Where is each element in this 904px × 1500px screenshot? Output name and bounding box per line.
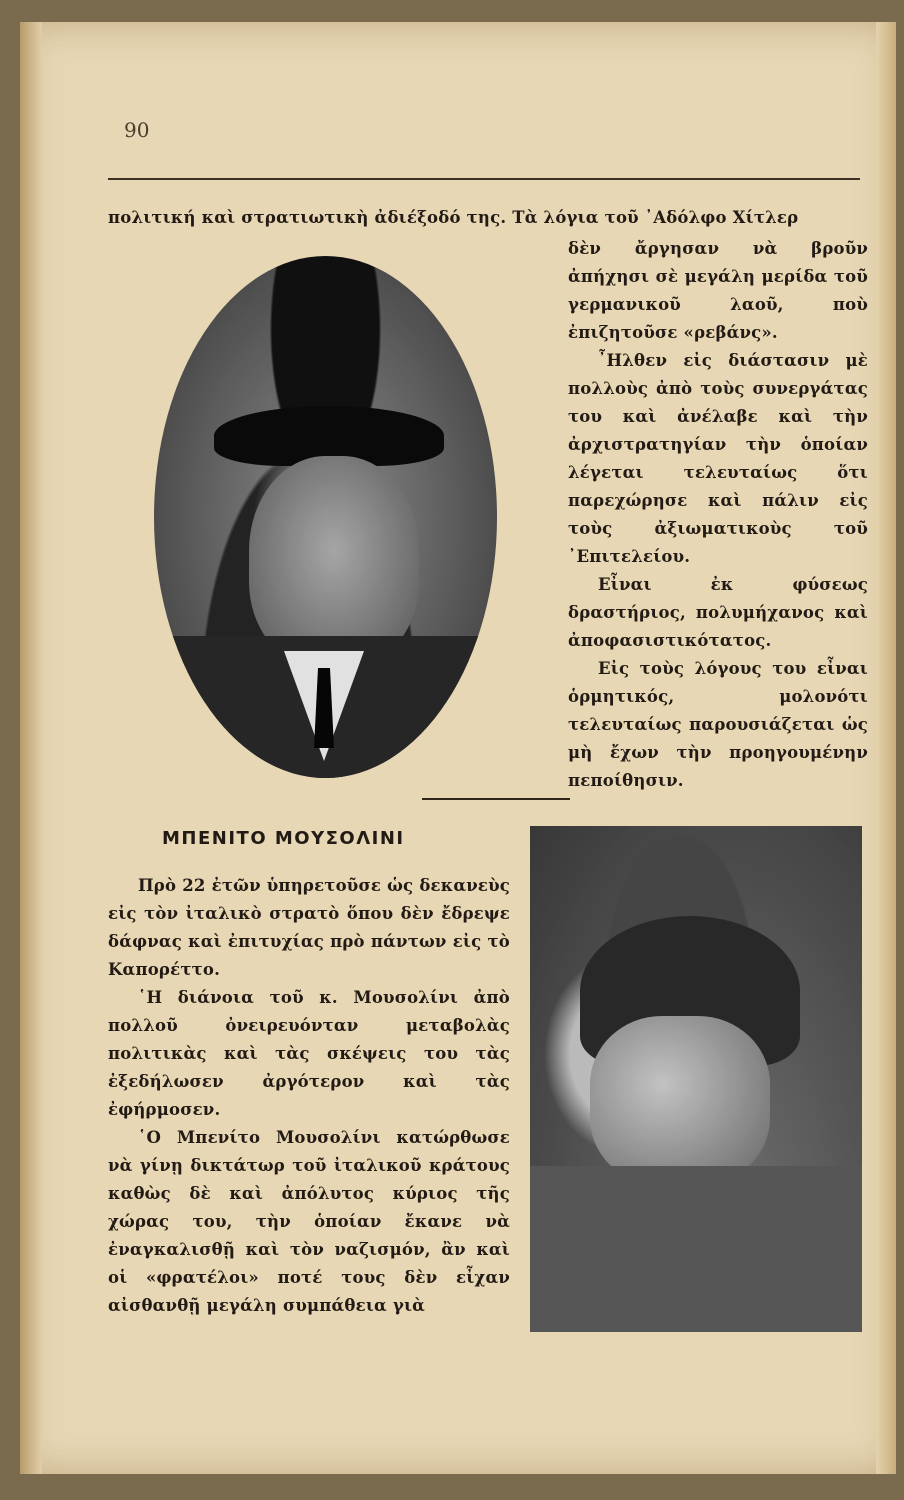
paragraph: Εἰς τοὺς λόγους του εἶναι ὁρμητικός, μολονότι τελευταίως παρουσιάζεται ὡς μὴ ἔχων τὴν προηγουμένην πεποίθησιν. [568, 659, 868, 790]
paragraph: Πρὸ 22 ἐτῶν ὑπηρετοῦσε ὡς δεκανεὺς εἰς τὸν ἰταλικὸ στρατὸ ὅπου δὲν ἔδρεψε δάφνας καὶ ἐπιτυχίας πρὸ πάντων εἰς τὸ Καπορέττο. [108, 876, 510, 979]
right-column-text [568, 235, 868, 795]
header-rule [108, 178, 860, 180]
section-heading: ΜΠΕΝΙΤΟ ΜΟΥΣΟΛΙΝΙ [162, 828, 405, 849]
paragraph: ῾Η διάνοια τοῦ κ. Μουσολίνι ἀπὸ πολλοῦ ὀνειρευόνταν μεταβολὰς πολιτικὰς καὶ τὰς σκέψεις του τὰς ἐξεδήλωσεν ἀργότερον καὶ τὰς ἐφήρμοσεν. [108, 988, 510, 1119]
paragraph: ῏Ηλθεν εἰς διάστασιν μὲ πολλοὺς ἀπὸ τοὺς συνεργάτας του καὶ ἀνέλαβε καὶ τὴν ἀρχιστρατηγίαν τὴν ὁποίαν λέγεται τελευταίως ὅτι παρεχώρησε καὶ πάλιν εἰς τοὺς ἀξιωματικοὺς τοῦ ᾿Επιτελείου. [568, 351, 868, 566]
coat-shape [530, 1166, 862, 1332]
top-text-line: πολιτική καὶ στρατιωτικὴ ἀδιέξοδό της. Τὰ λόγια τοῦ ᾿Αδόλφο Χίτλερ [108, 208, 799, 227]
mussolini-portrait-photo [530, 826, 862, 1332]
paragraph: Εἶναι ἐκ φύσεως δραστήριος, πολυμήχανος καὶ ἀποφασιστικότατος. [568, 575, 868, 650]
page-number: 90 [124, 118, 150, 142]
section-divider [422, 798, 570, 800]
left-column-text [108, 872, 510, 1320]
paragraph: ῾Ο Μπενίτο Μουσολίνι κατώρθωσε νὰ γίνῃ δικτάτωρ τοῦ ἰταλικοῦ κράτους καθὼς δὲ καὶ ἀπόλυτος κύριος τῆς χώρας του, τὴν ὁποίαν ἔκανε νὰ ἐναγκαλισθῇ καὶ τὸν ναζισμόν, ἂν καὶ οἱ «φρατέλοι» ποτέ τους δὲν εἶχαν αἰσθανθῇ μεγάλη συμπάθεια γιὰ [108, 1128, 510, 1315]
hitler-portrait-photo [154, 256, 497, 778]
face-shape [249, 456, 419, 666]
face-shape [590, 1016, 770, 1186]
paragraph: δὲν ἄργησαν νὰ βροῦν ἀπήχησι σὲ μεγάλη μερίδα τοῦ γερμανικοῦ λαοῦ, ποὺ ἐπιζητοῦσε «ρεβάνς». [568, 239, 868, 342]
